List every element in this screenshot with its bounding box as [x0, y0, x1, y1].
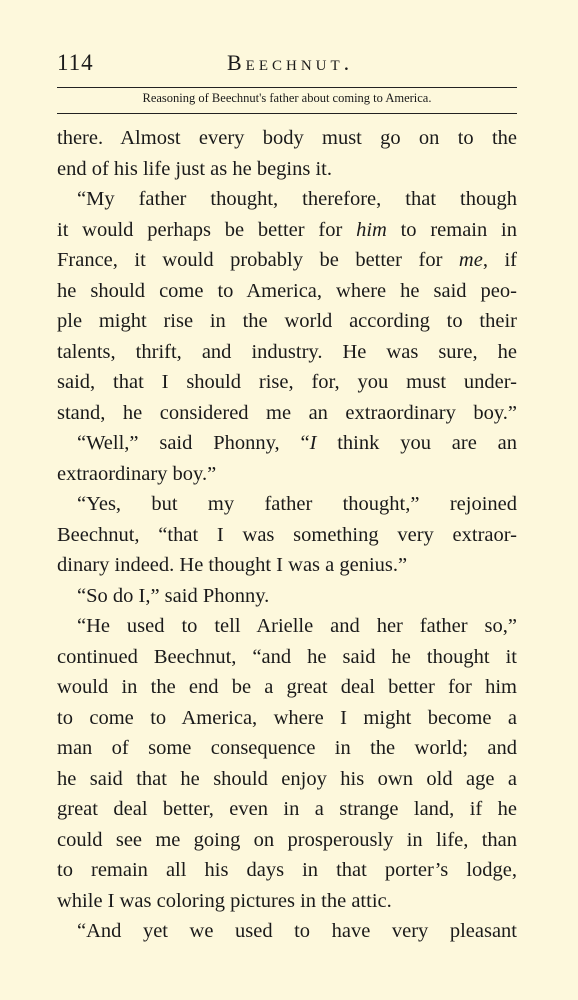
text-line — [57, 337, 517, 368]
text-line — [57, 123, 517, 154]
text-span: man of some consequence in the world; and — [57, 737, 517, 759]
body-text — [57, 123, 517, 947]
text-line — [57, 672, 517, 703]
text-span: Beechnut, “that I was something very extraor- — [57, 523, 517, 546]
running-title: Beechnut. — [227, 50, 354, 75]
italic-text: him — [356, 218, 387, 241]
text-span: ple might rise in the world according to their — [57, 310, 517, 332]
text-line — [57, 764, 517, 795]
text-line — [57, 825, 517, 856]
text-span: “And yet we used to have very pleasant — [77, 920, 517, 942]
text-line — [57, 398, 517, 429]
text-span: France, it would probably be better for — [57, 249, 459, 271]
text-line — [57, 276, 517, 307]
text-span: talents, thrift, and industry. He was sure, he — [57, 340, 517, 363]
text-line — [57, 886, 517, 917]
text-span: he should come to America, where he said peo- — [57, 279, 517, 302]
header-rule-bottom — [57, 113, 517, 114]
text-span: “So do I,” said Phonny. — [77, 584, 270, 607]
text-span: to come to America, where I might become a — [57, 706, 517, 729]
text-line — [57, 367, 517, 398]
text-span: stand, he considered me an extraordinary boy.” — [57, 401, 517, 424]
text-line — [57, 306, 517, 337]
text-span: there. Almost every body must go on to the — [57, 127, 517, 149]
text-line — [57, 581, 517, 612]
text-span: great deal better, even in a strange land, if he — [57, 798, 517, 820]
text-line — [57, 520, 517, 551]
text-span: said, that I should rise, for, you must under- — [57, 371, 517, 393]
text-line — [57, 428, 517, 459]
text-line — [57, 794, 517, 825]
text-span: while I was coloring pictures in the attic. — [57, 889, 392, 912]
text-line — [57, 642, 517, 673]
text-span: could see me going on prosperously in life, than — [57, 828, 517, 851]
italic-text: I — [309, 432, 317, 454]
text-span: he said that he should enjoy his own old age a — [57, 767, 517, 790]
italic-text: me — [458, 249, 483, 271]
text-span: it would perhaps be better for — [57, 218, 357, 241]
text-span: continued Beechnut, “and he said he thought it — [57, 645, 517, 668]
page-number: 114 — [57, 50, 94, 75]
text-line — [57, 916, 517, 947]
text-span: , if — [482, 249, 517, 271]
text-span: “He used to tell Arielle and her father so,” — [77, 615, 517, 637]
text-line — [57, 245, 517, 276]
header-rule-top — [57, 87, 517, 88]
text-line — [57, 215, 517, 246]
text-span: to remain all his days in that porter’s lodge, — [57, 859, 517, 881]
text-span: think you are an — [316, 432, 517, 454]
text-span: “Well,” said Phonny, “ — [77, 432, 310, 454]
text-span: “My father thought, therefore, that though — [77, 188, 517, 210]
text-span: extraordinary boy.” — [57, 462, 217, 485]
text-span: end of his life just as he begins it. — [57, 157, 332, 180]
text-line — [57, 459, 517, 490]
text-line — [57, 733, 517, 764]
text-line — [57, 550, 517, 581]
text-span: dinary indeed. He thought I was a genius.” — [57, 554, 408, 576]
text-line — [57, 703, 517, 734]
text-line — [57, 489, 517, 520]
text-line — [57, 611, 517, 642]
page-subheading: Reasoning of Beechnut's father about coming to America. — [142, 91, 432, 105]
text-line — [57, 184, 517, 215]
text-span: would in the end be a great deal better for him — [57, 676, 517, 698]
text-span: “Yes, but my father thought,” rejoined — [77, 493, 517, 515]
text-line — [57, 855, 517, 886]
page-header — [57, 50, 517, 80]
text-line — [57, 154, 517, 185]
text-span: to remain in — [386, 218, 517, 241]
